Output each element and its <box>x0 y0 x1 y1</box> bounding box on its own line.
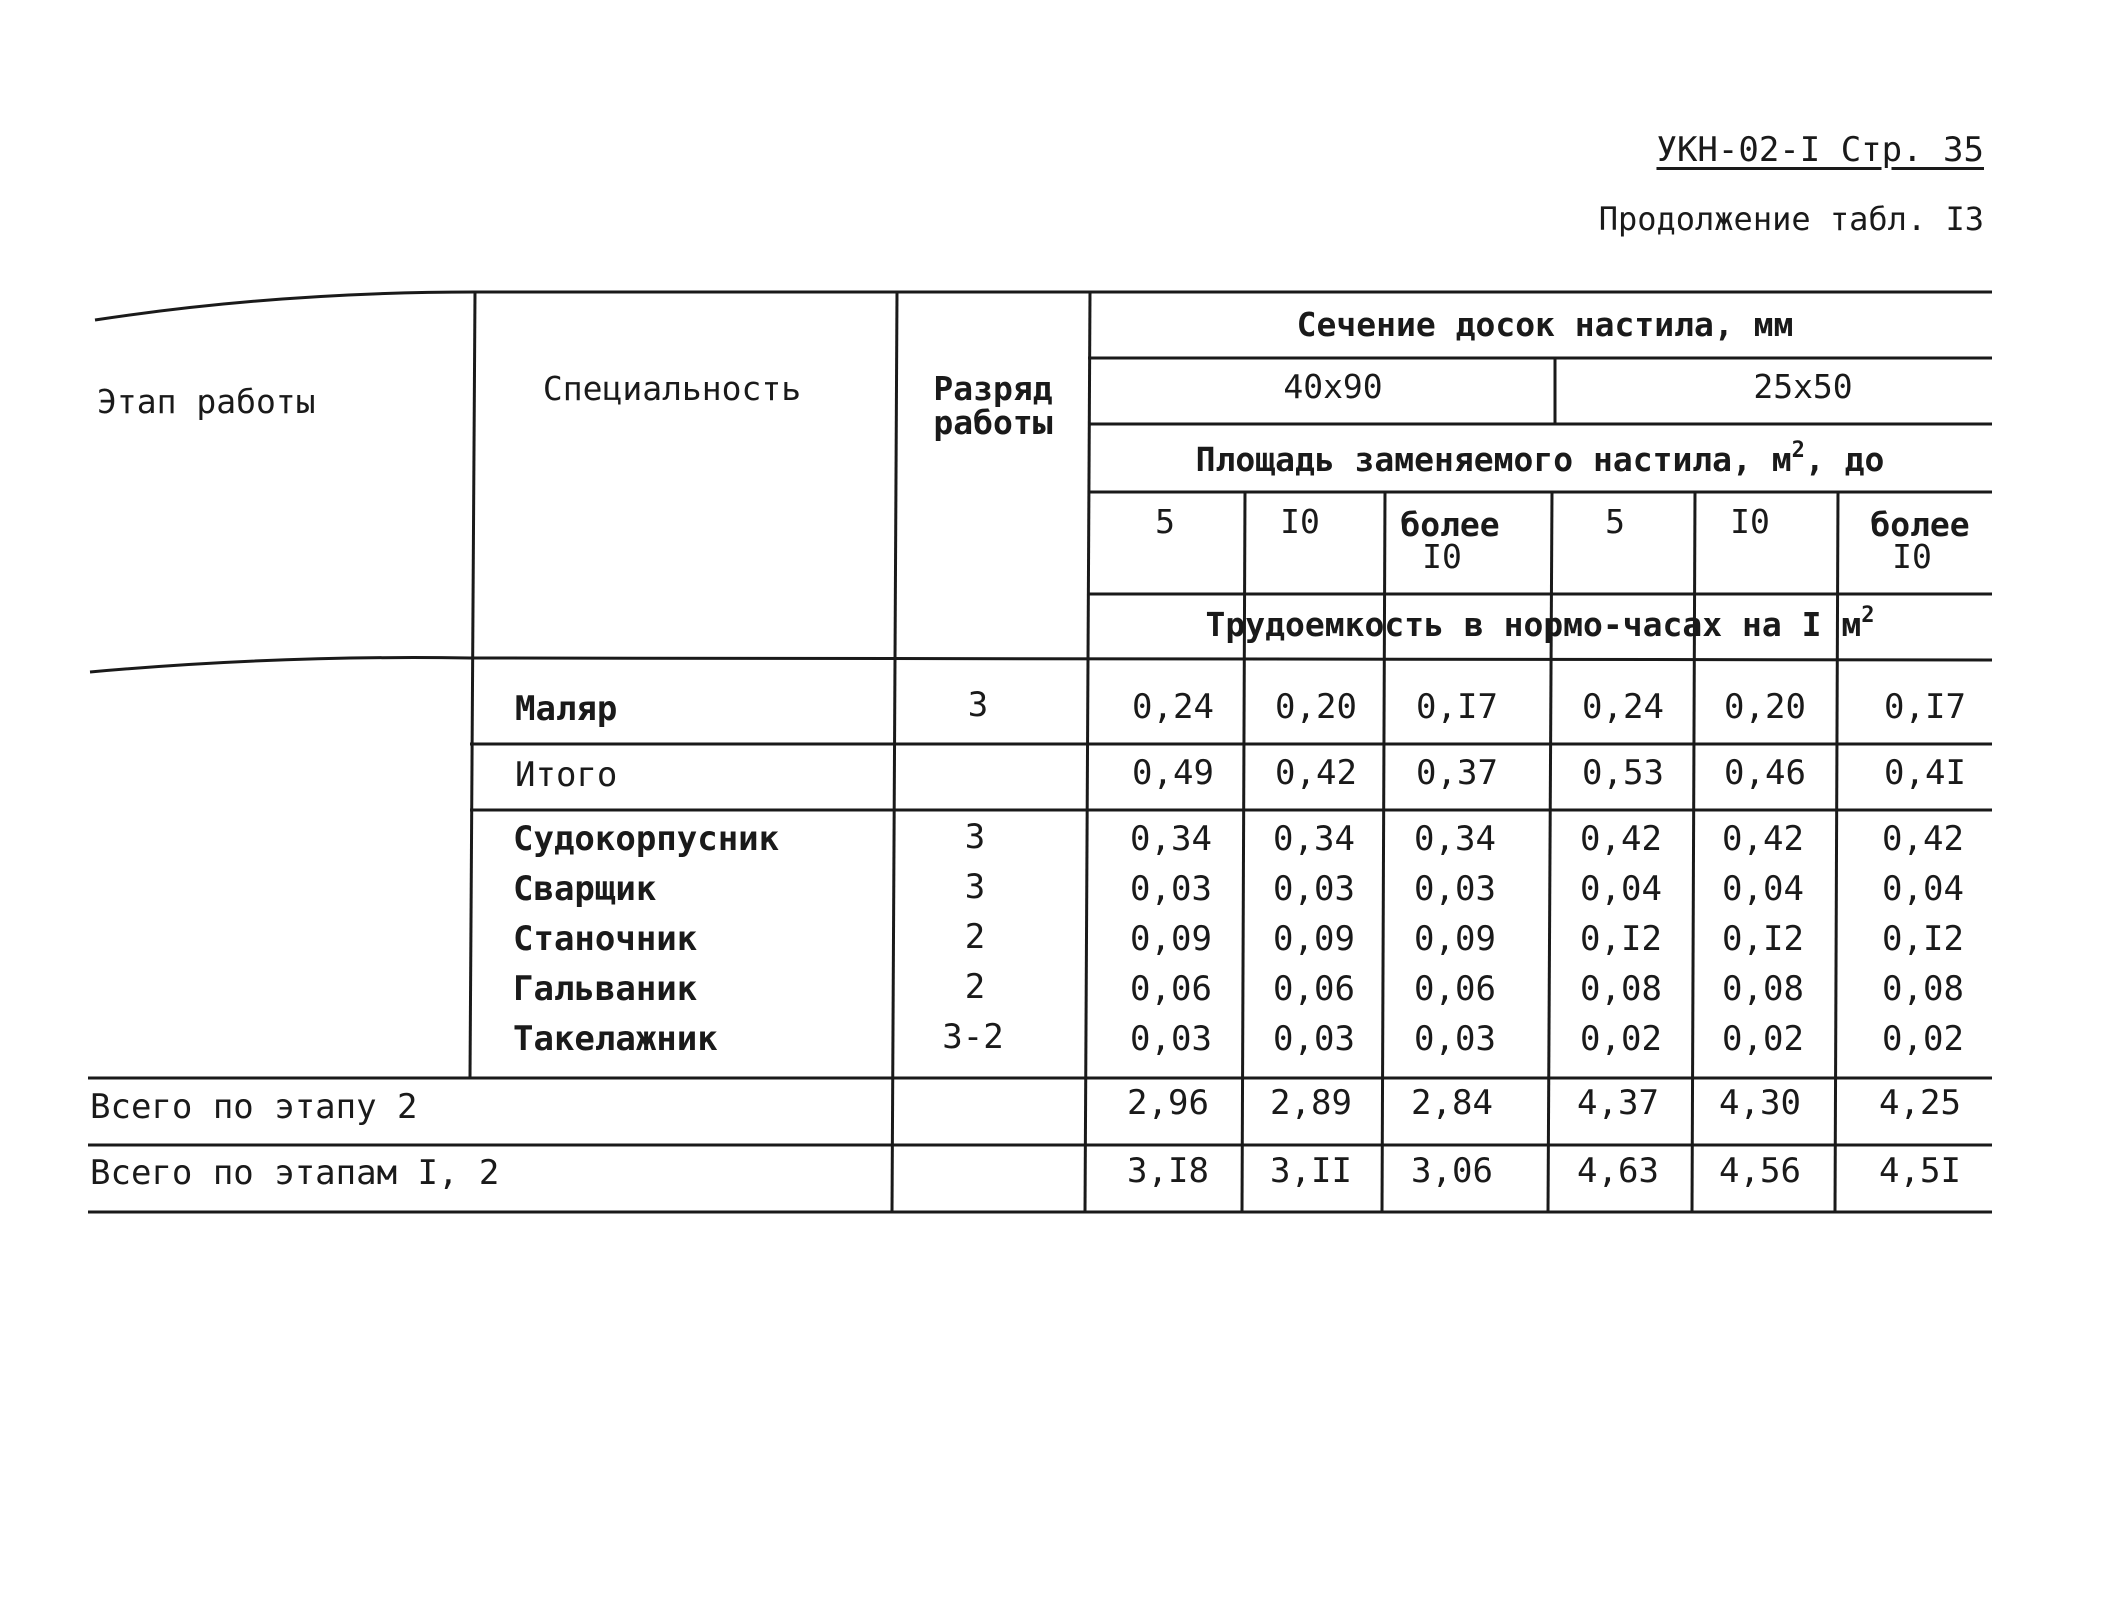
row-specialty: Такелажник <box>513 1019 718 1059</box>
table-continuation-caption: Продолжение табл. I3 <box>1598 200 1984 238</box>
header-labor: Трудоемкость в нормо-часах на I $м^2$ <box>1205 603 1875 644</box>
row-grade: 3 <box>964 867 986 907</box>
row-value: 0,I7 <box>1884 687 1966 727</box>
row-value: 0,I7 <box>1416 687 1498 727</box>
row-value: 0,09 <box>1130 919 1212 959</box>
header-col-more-a-value: I0 <box>1422 537 1462 576</box>
row-specialty: Станочник <box>513 919 698 959</box>
row-value: 0,03 <box>1130 869 1212 909</box>
row-value: 0,06 <box>1414 969 1496 1009</box>
row-grade: 2 <box>964 967 986 1007</box>
row-value: 0,09 <box>1414 919 1496 959</box>
table-header-bottom-border <box>90 658 1992 672</box>
row-value: 0,4I <box>1884 753 1966 793</box>
header-section: Сечение досок настила, мм <box>1296 305 1794 344</box>
row-value: 0,37 <box>1416 753 1498 793</box>
row-value: 4,56 <box>1719 1151 1801 1191</box>
row-grade: 2 <box>964 917 986 957</box>
row-value: 0,02 <box>1580 1019 1662 1059</box>
row-value: 4,30 <box>1719 1083 1801 1123</box>
header-col-5-a: 5 <box>1155 502 1175 541</box>
row-value: 0,34 <box>1414 819 1496 859</box>
row-specialty: Сварщик <box>513 869 657 909</box>
header-col-more-a: более <box>1400 505 1500 544</box>
row-value: 0,08 <box>1882 969 1964 1009</box>
row-value: 0,42 <box>1722 819 1804 859</box>
row-value: 0,53 <box>1582 753 1664 793</box>
header-stage: Этап работы <box>97 382 316 421</box>
row-value: 0,20 <box>1724 687 1806 727</box>
header-col-10-b: I0 <box>1730 502 1770 541</box>
page-reference: УКН-02-I Стр. 35 <box>1656 130 1984 170</box>
row-value: 4,5I <box>1879 1151 1961 1191</box>
header-col-more-b: более <box>1870 505 1970 544</box>
header-col-5-b: 5 <box>1605 502 1625 541</box>
row-value: 0,34 <box>1273 819 1355 859</box>
row-value: 0,03 <box>1130 1019 1212 1059</box>
row-value: 0,42 <box>1580 819 1662 859</box>
row-specialty: Маляр <box>515 689 618 729</box>
header-grade-line1: Разряд <box>933 369 1053 408</box>
row-value: 0,06 <box>1273 969 1355 1009</box>
header-area: Площадь заменяемого настила, $м^2$, до <box>1195 438 1885 479</box>
row-value: 0,49 <box>1132 753 1214 793</box>
row-value: 0,04 <box>1882 869 1964 909</box>
row-value: 3,II <box>1270 1151 1352 1191</box>
row-value: 3,06 <box>1411 1151 1493 1191</box>
header-size-25x50: 25x50 <box>1753 367 1853 406</box>
row-value: 0,09 <box>1273 919 1355 959</box>
row-value: 0,42 <box>1882 819 1964 859</box>
row-specialty: Гальваник <box>513 969 698 1009</box>
row-value: 2,89 <box>1270 1083 1352 1123</box>
row-value: 0,03 <box>1414 869 1496 909</box>
row-value: 3,I8 <box>1127 1151 1209 1191</box>
header-size-40x90: 40x90 <box>1283 367 1383 406</box>
row-value: 4,63 <box>1577 1151 1659 1191</box>
header-grade-line2: работы <box>933 403 1053 442</box>
row-value: 4,25 <box>1879 1083 1961 1123</box>
row-specialty: Судокорпусник <box>513 819 780 859</box>
row-value: 0,I2 <box>1722 919 1804 959</box>
row-value: 4,37 <box>1577 1083 1659 1123</box>
header-col-10-a: I0 <box>1280 502 1320 541</box>
row-stage-label: Всего по этапу 2 <box>90 1087 418 1127</box>
row-value: 0,06 <box>1130 969 1212 1009</box>
row-value: 0,03 <box>1273 1019 1355 1059</box>
row-value: 0,08 <box>1580 969 1662 1009</box>
row-value: 0,02 <box>1882 1019 1964 1059</box>
row-value: 0,04 <box>1722 869 1804 909</box>
row-grade: 3 <box>964 817 986 857</box>
row-grade: 3-2 <box>942 1017 1004 1057</box>
row-value: 0,03 <box>1414 1019 1496 1059</box>
row-value: 0,I2 <box>1580 919 1662 959</box>
row-grade: 3 <box>967 685 989 725</box>
row-stage-label: Всего по этапам I, 2 <box>90 1153 500 1193</box>
row-value: 0,42 <box>1275 753 1357 793</box>
row-value: 0,I2 <box>1882 919 1964 959</box>
row-value: 0,03 <box>1273 869 1355 909</box>
row-specialty: Итого <box>515 755 618 795</box>
row-value: 0,24 <box>1132 687 1214 727</box>
row-value: 0,34 <box>1130 819 1212 859</box>
row-value: 2,84 <box>1411 1083 1493 1123</box>
header-col-more-b-value: I0 <box>1892 537 1932 576</box>
row-value: 0,02 <box>1722 1019 1804 1059</box>
row-value: 2,96 <box>1127 1083 1209 1123</box>
row-value: 0,46 <box>1724 753 1806 793</box>
row-value: 0,24 <box>1582 687 1664 727</box>
row-value: 0,08 <box>1722 969 1804 1009</box>
header-specialty: Специальность <box>542 369 802 408</box>
row-value: 0,20 <box>1275 687 1357 727</box>
row-value: 0,04 <box>1580 869 1662 909</box>
